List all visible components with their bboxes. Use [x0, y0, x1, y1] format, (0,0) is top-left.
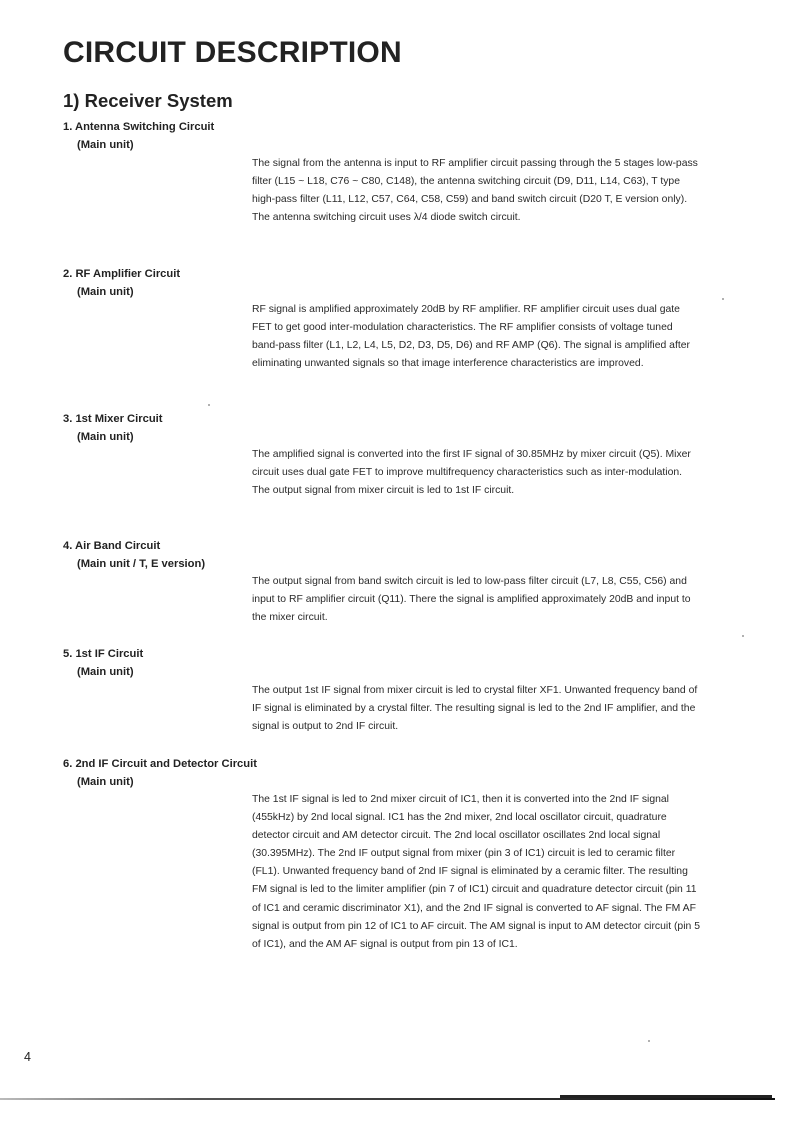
- section-heading-air-band: [63, 537, 205, 573]
- footer-rule: [0, 1098, 775, 1100]
- section-heading-unit: (Main unit): [77, 666, 134, 678]
- section-heading-1st-mixer: [63, 410, 162, 446]
- section-heading-unit: (Main unit): [77, 286, 134, 298]
- section-heading-rf-amplifier: [63, 265, 180, 301]
- section-body-air-band: The output signal from band switch circuit is led to low-pass filter circuit (L7, L8, C55, C56) and input to RF amplifier circuit (Q11). There the signal is amplified approximately 20dB and input to the mixer circuit.: [252, 576, 691, 624]
- section-heading-label: 3. 1st Mixer Circuit: [63, 413, 163, 425]
- section-body-2nd-if-detector: The 1st IF signal is led to 2nd mixer circuit of IC1, then it is converted into the 2nd IF signal (455kHz) by 2nd local signal. IC1 has the 2nd mixer, 2nd local oscillator circuit, quadrature detector circuit and AM detector circuit. The 2nd local oscillator oscillates 2nd local signal (30.395MHz). The 2nd IF output signal from mixer (pin 3 of IC1) circuit is led to ceramic filter (FL1). Unwanted frequency band of 2nd IF signal is eliminated by a ceramic filter. The resulting FM signal is led to the limiter amplifier (pin 7 of IC1) circuit and quadrature detector circuit (pin 11 of IC1 and ceramic discriminator X1), and the 2nd IF signal is converted to AF signal. The FM AF signal is output from pin 12 of IC1 to AF circuit. The AM signal is input to AM detector circuit (pin 5 of IC1), and the AM AF signal is output from pin 13 of IC1.: [252, 794, 700, 950]
- section-heading-antenna-switching: [63, 118, 214, 154]
- section-heading-label: 5. 1st IF Circuit: [63, 648, 144, 660]
- section-body-antenna-switching: The signal from the antenna is input to RF amplifier circuit passing through the 5 stages low-pass filter (L15 ~ L18, C76 ~ C80, C148), the antenna switching circuit (D9, D11, L14, C63), T type high-pass filter (L11, L12, C57, C64, C58, C59) and band switch circuit (D20 T, E version only). The antenna switching circuit uses λ/4 diode switch circuit.: [252, 158, 698, 224]
- scan-speck: [742, 635, 744, 637]
- footer-rule-heavy: [560, 1095, 772, 1098]
- section-heading-unit: (Main unit / T, E version): [77, 558, 206, 570]
- section-heading-label: 1. Antenna Switching Circuit: [63, 121, 215, 133]
- page-number: 4: [24, 1050, 31, 1064]
- scan-speck: [208, 404, 210, 406]
- scan-speck: [722, 298, 724, 300]
- section-subtitle: 1) Receiver System: [63, 90, 233, 111]
- section-heading-label: 2. RF Amplifier Circuit: [63, 268, 181, 280]
- scan-speck: [648, 1040, 650, 1042]
- section-body-1st-mixer: The amplified signal is converted into the first IF signal of 30.85MHz by mixer circuit (Q5). Mixer circuit uses dual gate FET to improve multifrequency characteristics such as inter-modulation. The output signal from mixer circuit is led to 1st IF circuit.: [252, 449, 691, 497]
- section-heading-label: 4. Air Band Circuit: [63, 540, 161, 552]
- section-body-rf-amplifier: RF signal is amplified approximately 20dB by RF amplifier. RF amplifier circuit uses dual gate FET to get good inter-modulation characteristics. The RF amplifier consists of voltage tuned band-pass filter (L1, L2, L4, L5, D2, D3, D5, D6) and RF AMP (Q6). The signal is amplified after eliminating unwanted signals so that image interference characteristics are improved.: [252, 304, 690, 370]
- section-heading-1st-if: [63, 645, 143, 681]
- page-title: CIRCUIT DESCRIPTION: [63, 36, 402, 69]
- section-heading-2nd-if-detector: [63, 755, 257, 791]
- section-body-1st-if: The output 1st IF signal from mixer circuit is led to crystal filter XF1. Unwanted frequency band of IF signal is eliminated by a crystal filter. The resulting signal is led to the 2nd IF amplifier, and the signal is output to 2nd IF circuit.: [252, 685, 698, 733]
- section-heading-unit: (Main unit): [77, 139, 134, 151]
- section-heading-unit: (Main unit): [77, 776, 134, 788]
- section-heading-unit: (Main unit): [77, 431, 134, 443]
- section-heading-label: 6. 2nd IF Circuit and Detector Circuit: [63, 758, 257, 770]
